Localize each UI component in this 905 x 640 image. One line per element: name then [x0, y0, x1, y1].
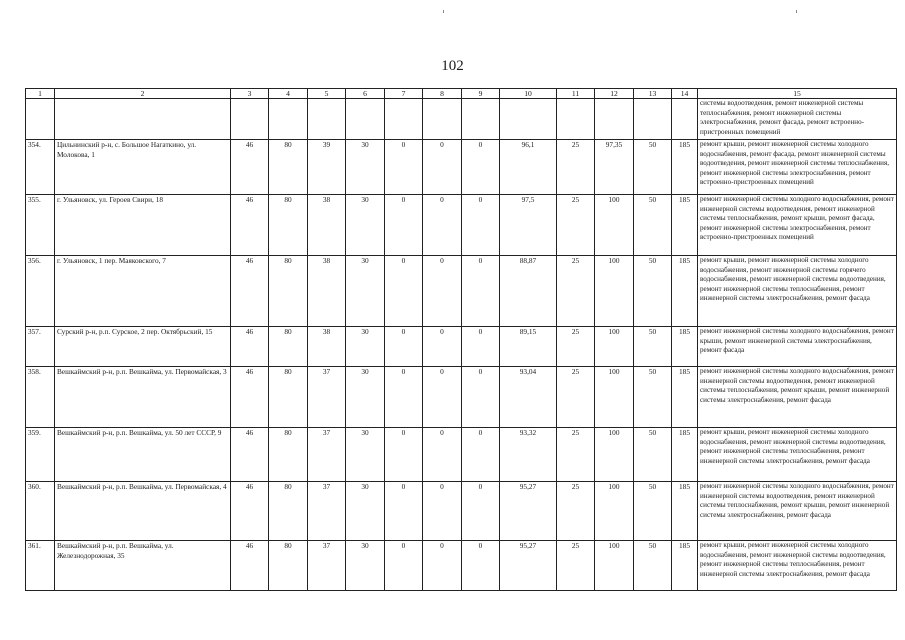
column-number: 5: [308, 89, 346, 99]
value-cell: 25: [557, 256, 595, 327]
value-cell: 25: [557, 428, 595, 482]
value-cell: 100: [595, 541, 634, 591]
column-number: 4: [269, 89, 308, 99]
table-row: [26, 367, 897, 428]
value-cell: 0: [423, 140, 462, 195]
works-cell: ремонт инженерной системы холодного водоснабжения, ремонт инженерной системы водоотведения, ремонт инженерной системы теплоснабжения, ремонт крыши, ремонт фасада, ремонт инженерной системы электроснабжения, ремонт встроенно-пристроенных помещений: [698, 195, 897, 256]
column-number: 9: [462, 89, 500, 99]
value-cell: 46: [231, 327, 269, 367]
value-cell: 96,1: [500, 140, 557, 195]
column-number: 14: [672, 89, 698, 99]
value-cell: 0: [462, 428, 500, 482]
value-cell: 0: [385, 367, 423, 428]
value-cell: 0: [423, 256, 462, 327]
value-cell: 46: [231, 140, 269, 195]
value-cell: 50: [634, 367, 672, 428]
value-cell: 46: [231, 256, 269, 327]
value-cell: 0: [462, 541, 500, 591]
value-cell: 88,87: [500, 256, 557, 327]
value-cell: 38: [308, 327, 346, 367]
value-cell: 37: [308, 482, 346, 541]
value-cell: 25: [557, 482, 595, 541]
value-cell: 30: [346, 140, 385, 195]
value-cell: 100: [595, 367, 634, 428]
column-number: 8: [423, 89, 462, 99]
value-cell: 37: [308, 541, 346, 591]
value-cell: 50: [634, 428, 672, 482]
value-cell: 0: [385, 140, 423, 195]
column-number: 6: [346, 89, 385, 99]
address-cell: Цильнинский р-н, с. Большое Нагаткино, ул. Молокова, 1: [55, 140, 231, 195]
value-cell: 93,04: [500, 367, 557, 428]
row-number: 360.: [26, 482, 55, 541]
works-cell: ремонт крыши, ремонт инженерной системы холодного водоснабжения, ремонт фасада, ремонт инженерной системы водоотведения, ремонт инженерной системы теплоснабжения, ремонт инженерной системы электроснабжения, ремонт встроенно-пристроенных помещений: [698, 140, 897, 195]
column-number-row: [26, 89, 897, 99]
value-cell: 185: [672, 140, 698, 195]
value-cell: 100: [595, 428, 634, 482]
value-cell: 185: [672, 541, 698, 591]
table-row: [26, 140, 897, 195]
value-cell: 46: [231, 482, 269, 541]
address-cell: Вешкаймский р-н, р.п. Вешкайма, ул. Железнодорожная, 35: [55, 541, 231, 591]
value-cell: 80: [269, 195, 308, 256]
value-cell: 25: [557, 541, 595, 591]
row-number: 355.: [26, 195, 55, 256]
value-cell: 80: [269, 367, 308, 428]
value-cell: 93,32: [500, 428, 557, 482]
value-cell: 0: [462, 195, 500, 256]
value-cell: 25: [557, 327, 595, 367]
value-cell: 50: [634, 327, 672, 367]
address-cell: г. Ульяновск, 1 пер. Маяковского, 7: [55, 256, 231, 327]
row-number: 361.: [26, 541, 55, 591]
value-cell: 30: [346, 482, 385, 541]
value-cell: 185: [672, 367, 698, 428]
value-cell: 46: [231, 367, 269, 428]
value-cell: 0: [423, 327, 462, 367]
value-cell: 0: [423, 195, 462, 256]
value-cell: 50: [634, 541, 672, 591]
value-cell: 0: [462, 327, 500, 367]
continuation-row: [26, 99, 897, 140]
value-cell: 80: [269, 327, 308, 367]
value-cell: 80: [269, 140, 308, 195]
value-cell: 50: [634, 482, 672, 541]
value-cell: 80: [269, 428, 308, 482]
address-cell: Вешкаймский р-н, р.п. Вешкайма, ул. 50 лет СССР, 9: [55, 428, 231, 482]
value-cell: 0: [385, 482, 423, 541]
value-cell: 46: [231, 428, 269, 482]
works-cell: ремонт крыши, ремонт инженерной системы холодного водоснабжения, ремонт инженерной системы водоотведения, ремонт инженерной системы теплоснабжения, ремонт инженерной системы электроснабжения, ремонт фасада: [698, 428, 897, 482]
value-cell: 25: [557, 140, 595, 195]
value-cell: 38: [308, 195, 346, 256]
value-cell: 185: [672, 428, 698, 482]
address-cell: Вешкаймский р-н, р.п. Вешкайма, ул. Первомайская, 3: [55, 367, 231, 428]
repair-plan-table: [25, 88, 897, 591]
value-cell: 38: [308, 256, 346, 327]
value-cell: 185: [672, 482, 698, 541]
value-cell: 100: [595, 327, 634, 367]
value-cell: 30: [346, 541, 385, 591]
table-row: [26, 327, 897, 367]
column-number: 10: [500, 89, 557, 99]
table-row: [26, 541, 897, 591]
value-cell: 95,27: [500, 541, 557, 591]
value-cell: 100: [595, 195, 634, 256]
works-cell: ремонт инженерной системы холодного водоснабжения, ремонт инженерной системы водоотведения, ремонт инженерной системы теплоснабжения, ремонт крыши, ремонт инженерной системы электроснабжения, ремонт фасада: [698, 367, 897, 428]
value-cell: 0: [462, 367, 500, 428]
value-cell: 30: [346, 195, 385, 256]
value-cell: 0: [385, 428, 423, 482]
value-cell: 100: [595, 482, 634, 541]
column-number: 3: [231, 89, 269, 99]
value-cell: 185: [672, 195, 698, 256]
value-cell: 89,15: [500, 327, 557, 367]
value-cell: 46: [231, 195, 269, 256]
value-cell: 97,5: [500, 195, 557, 256]
column-number: 7: [385, 89, 423, 99]
value-cell: 30: [346, 256, 385, 327]
value-cell: 0: [385, 256, 423, 327]
page-number: 102: [441, 58, 464, 74]
row-number: 358.: [26, 367, 55, 428]
column-number: 2: [55, 89, 231, 99]
works-cell: ремонт инженерной системы холодного водоснабжения, ремонт крыши, ремонт инженерной системы электроснабжения, ремонт фасада: [698, 327, 897, 367]
column-number: 13: [634, 89, 672, 99]
value-cell: 80: [269, 541, 308, 591]
column-number: 15: [698, 89, 897, 99]
column-number: 1: [26, 89, 55, 99]
value-cell: 50: [634, 195, 672, 256]
value-cell: 37: [308, 428, 346, 482]
value-cell: 0: [423, 367, 462, 428]
value-cell: 0: [423, 428, 462, 482]
value-cell: 0: [423, 541, 462, 591]
value-cell: 39: [308, 140, 346, 195]
row-number: 357.: [26, 327, 55, 367]
value-cell: 0: [423, 482, 462, 541]
value-cell: 50: [634, 140, 672, 195]
row-number: 359.: [26, 428, 55, 482]
table-row: [26, 482, 897, 541]
value-cell: 0: [385, 327, 423, 367]
row-number: 354.: [26, 140, 55, 195]
value-cell: 25: [557, 195, 595, 256]
address-cell: Вешкаймский р-н, р.п. Вешкайма, ул. Первомайская, 4: [55, 482, 231, 541]
value-cell: 80: [269, 256, 308, 327]
value-cell: 185: [672, 327, 698, 367]
value-cell: 80: [269, 482, 308, 541]
value-cell: 0: [462, 482, 500, 541]
row-number: 356.: [26, 256, 55, 327]
column-number: 11: [557, 89, 595, 99]
value-cell: 100: [595, 256, 634, 327]
scan-mark: [443, 10, 444, 13]
value-cell: 0: [462, 140, 500, 195]
works-cell: ремонт крыши, ремонт инженерной системы холодного водоснабжения, ремонт инженерной системы водоотведения, ремонт инженерной системы теплоснабжения, ремонт инженерной системы электроснабжения, ремонт фасада: [698, 541, 897, 591]
value-cell: 95,27: [500, 482, 557, 541]
value-cell: 50: [634, 256, 672, 327]
table-row: [26, 256, 897, 327]
works-cell: ремонт инженерной системы холодного водоснабжения, ремонт инженерной системы водоотведения, ремонт инженерной системы теплоснабжения, ремонт крыши, ремонт инженерной системы электроснабжения, ремонт фасада: [698, 482, 897, 541]
value-cell: 0: [462, 256, 500, 327]
works-cell: ремонт крыши, ремонт инженерной системы холодного водоснабжения, ремонт инженерной системы горячего водоснабжения, ремонт инженерной системы водоотведения, ремонт инженерной системы теплоснабжения, ремонт инженерной системы электроснабжения, ремонт фасада: [698, 256, 897, 327]
value-cell: 97,35: [595, 140, 634, 195]
works-cell: системы водоотведения, ремонт инженерной системы теплоснабжения, ремонт инженерной системы электроснабжения, ремонт фасада, ремонт встроенно-пристроенных помещений: [698, 99, 897, 140]
value-cell: 0: [385, 195, 423, 256]
value-cell: 30: [346, 327, 385, 367]
address-cell: г. Ульяновск, ул. Героев Свири, 18: [55, 195, 231, 256]
column-number: 12: [595, 89, 634, 99]
value-cell: 30: [346, 428, 385, 482]
value-cell: 185: [672, 256, 698, 327]
address-cell: Сурский р-н, р.п. Сурское, 2 пер. Октябрьский, 15: [55, 327, 231, 367]
value-cell: 25: [557, 367, 595, 428]
scan-mark: [796, 10, 797, 13]
value-cell: 0: [385, 541, 423, 591]
value-cell: 30: [346, 367, 385, 428]
value-cell: 37: [308, 367, 346, 428]
table-row: [26, 195, 897, 256]
table-row: [26, 428, 897, 482]
value-cell: 46: [231, 541, 269, 591]
